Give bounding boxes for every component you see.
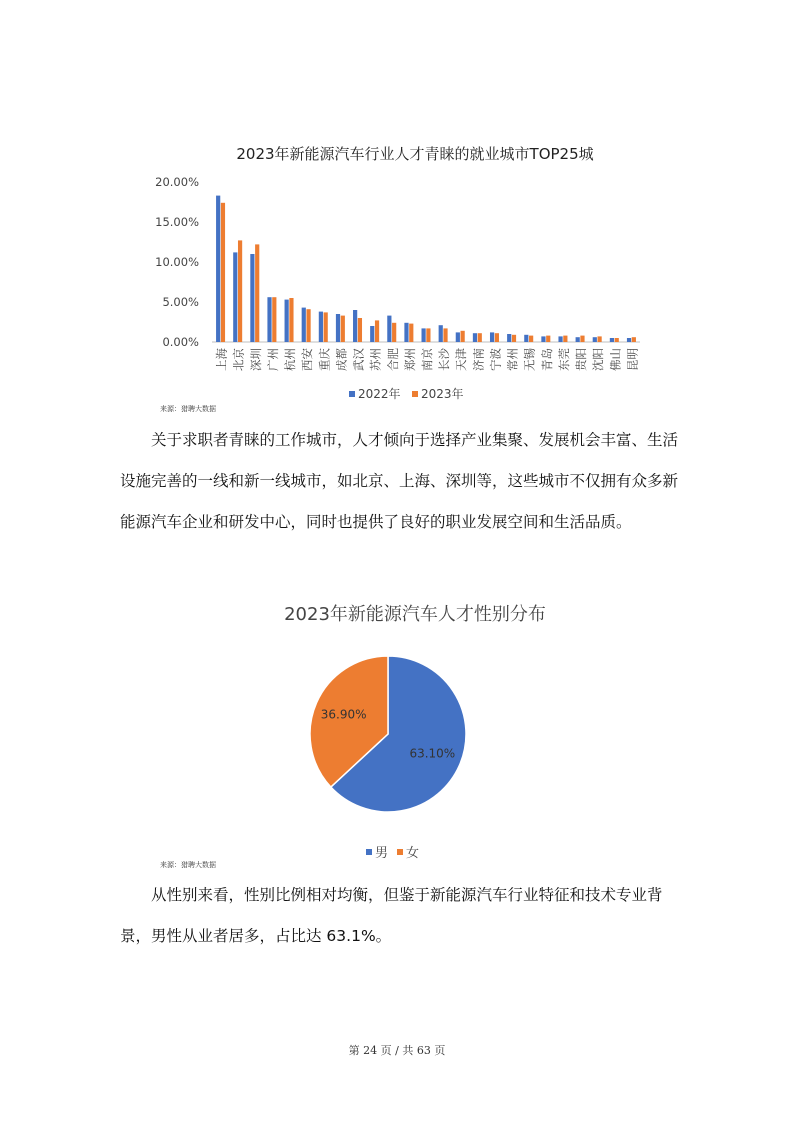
pie-chart-source: 来源：猎聘大数据	[160, 861, 216, 869]
x-tick-label: 合肥	[385, 348, 400, 371]
x-tick-label: 宁波	[488, 348, 503, 371]
y-tick-label: 0.00%	[162, 335, 199, 349]
x-tick-label: 济南	[471, 348, 486, 371]
bar-chart-title: 2023年新能源汽车行业人才青睐的就业城市TOP25城	[236, 145, 594, 163]
x-tick-label: 重庆	[317, 348, 332, 371]
x-tick-label: 武汉	[351, 348, 366, 371]
y-tick-label: 10.00%	[155, 255, 199, 269]
x-tick-label: 东莞	[556, 348, 571, 371]
x-tick-label: 苏州	[368, 348, 383, 371]
pie-chart-title: 2023年新能源汽车人才性别分布	[284, 604, 546, 625]
x-tick-label: 贵阳	[574, 348, 589, 371]
pie-data-label: 63.10%	[409, 746, 456, 761]
x-tick-label: 深圳	[248, 348, 263, 371]
legend-label: 2022年	[358, 387, 401, 401]
legend-label: 女	[406, 846, 420, 861]
x-tick-label: 无锡	[522, 348, 537, 371]
x-tick-label: 沈阳	[591, 348, 606, 371]
legend-swatch	[397, 849, 403, 855]
x-tick-label: 青岛	[539, 348, 554, 371]
paragraph-gender: 从性别来看，性别比例相对均衡，但鉴于新能源汽车行业特征和技术专业背景，男性从业者居多，占比达 63.1%。	[120, 886, 663, 945]
x-tick-label: 天津	[454, 348, 469, 371]
bar-chart-source: 来源：猎聘大数据	[160, 405, 216, 413]
y-tick-label: 15.00%	[155, 215, 199, 229]
x-tick-label: 西安	[300, 348, 315, 371]
x-tick-label: 长沙	[437, 348, 452, 371]
legend-label: 男	[375, 846, 389, 861]
y-tick-label: 5.00%	[162, 295, 199, 309]
x-tick-label: 郑州	[402, 348, 417, 371]
x-tick-label: 杭州	[283, 348, 298, 371]
x-tick-label: 常州	[505, 348, 520, 371]
x-tick-label: 南京	[420, 348, 434, 371]
x-tick-label: 成都	[334, 348, 349, 371]
x-tick-label: 昆明	[625, 348, 640, 371]
pie-data-label: 36.90%	[320, 707, 367, 722]
x-tick-label: 佛山	[608, 348, 623, 371]
x-tick-label: 广州	[265, 348, 280, 371]
x-tick-label: 上海	[214, 348, 229, 371]
x-tick-label: 北京	[231, 348, 246, 371]
y-tick-label: 20.00%	[155, 175, 199, 189]
paragraph-cities: 关于求职者青睐的工作城市，人才倾向于选择产业集聚、发展机会丰富、生活设施完善的一线和新一线城市，如北京、上海、深圳等，这些城市不仅拥有众多新能源汽车企业和研发中心，同时也提供了良好的职业发展空间和生活品质。	[120, 431, 679, 531]
page-number: 第 24 页 / 共 63 页	[348, 1044, 446, 1057]
legend-label: 2023年	[421, 387, 464, 401]
legend-swatch	[366, 849, 372, 855]
